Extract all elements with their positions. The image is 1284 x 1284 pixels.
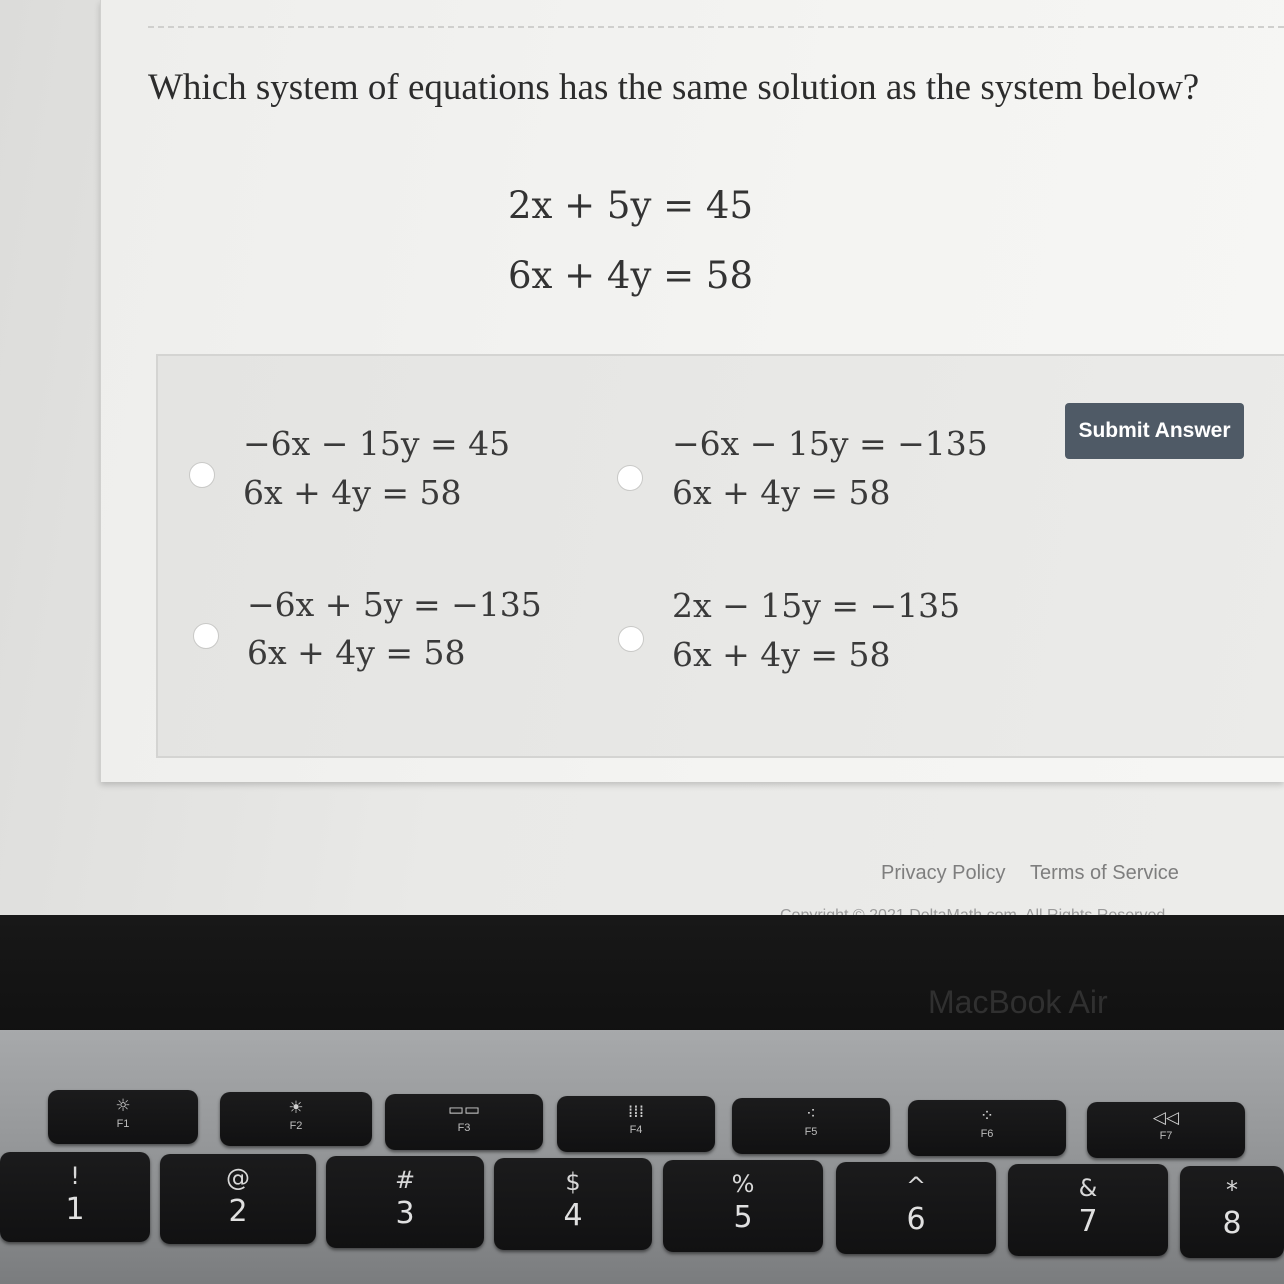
key-number: 4 <box>563 1198 583 1233</box>
key-symbol: ! <box>70 1162 80 1190</box>
key-number: 3 <box>395 1196 415 1231</box>
option-b-line-1: −6x − 15y = −135 <box>672 424 988 463</box>
key-7[interactable] <box>1008 1164 1168 1256</box>
key-symbol: $ <box>565 1168 581 1196</box>
keyboard-light-down-icon: ⁖ <box>806 1104 816 1124</box>
system-equation-1: 2x + 5y = 45 <box>508 184 753 227</box>
submit-answer-button[interactable]: Submit Answer <box>1065 403 1244 459</box>
mission-control-icon: ▭▭ <box>447 1100 481 1120</box>
key-number: 8 <box>1222 1206 1242 1241</box>
brightness-up-icon: ☀ <box>288 1098 304 1118</box>
privacy-policy-link[interactable]: Privacy Policy <box>881 862 1006 884</box>
key-symbol: # <box>394 1166 416 1194</box>
question-prompt: Which system of equations has the same solution as the system below? <box>148 67 1200 108</box>
key-f1[interactable] <box>48 1090 198 1144</box>
option-b-line-2: 6x + 4y = 58 <box>672 473 891 512</box>
key-f3[interactable] <box>385 1094 543 1150</box>
option-d-radio[interactable] <box>618 626 644 652</box>
option-c-line-1: −6x + 5y = −135 <box>247 585 542 624</box>
option-a-line-1: −6x − 15y = 45 <box>243 424 511 463</box>
option-c-line-2: 6x + 4y = 58 <box>247 633 466 672</box>
key-symbol: % <box>731 1170 755 1198</box>
key-number: 2 <box>228 1194 248 1229</box>
key-label: F6 <box>980 1128 994 1140</box>
key-8[interactable] <box>1180 1166 1284 1258</box>
rewind-icon: ◁◁ <box>1152 1108 1180 1128</box>
key-label: F7 <box>1159 1130 1173 1142</box>
key-1[interactable] <box>0 1152 150 1242</box>
key-4[interactable] <box>494 1158 652 1250</box>
option-b-radio[interactable] <box>617 465 643 491</box>
option-d-line-1: 2x − 15y = −135 <box>672 586 961 625</box>
key-number: 6 <box>906 1202 926 1237</box>
key-f2[interactable] <box>220 1092 372 1146</box>
option-a-radio[interactable] <box>189 462 215 488</box>
key-2[interactable] <box>160 1154 316 1244</box>
brightness-down-icon: ☼ <box>115 1096 131 1116</box>
option-a-line-2: 6x + 4y = 58 <box>243 473 462 512</box>
option-d-line-2: 6x + 4y = 58 <box>672 635 891 674</box>
key-symbol: * <box>1226 1176 1238 1204</box>
device-brand-label: MacBook Air <box>928 984 1108 1020</box>
key-f6[interactable] <box>908 1100 1066 1156</box>
keyboard-light-up-icon: ⁘ <box>979 1106 995 1126</box>
divider <box>148 26 1284 28</box>
system-equation-2: 6x + 4y = 58 <box>508 254 753 297</box>
key-6[interactable] <box>836 1162 996 1254</box>
terms-of-service-link[interactable]: Terms of Service <box>1030 862 1179 884</box>
key-number: 1 <box>65 1192 85 1227</box>
key-label: F4 <box>629 1124 643 1136</box>
key-symbol: @ <box>226 1164 250 1192</box>
key-f4[interactable] <box>557 1096 715 1152</box>
launchpad-icon: ⁞⁞⁞ <box>627 1102 645 1122</box>
key-5[interactable] <box>663 1160 823 1252</box>
key-symbol: & <box>1078 1174 1098 1202</box>
key-number: 5 <box>733 1200 753 1235</box>
key-3[interactable] <box>326 1156 484 1248</box>
key-number: 7 <box>1078 1204 1098 1239</box>
key-f5[interactable] <box>732 1098 890 1154</box>
option-c-radio[interactable] <box>193 623 219 649</box>
key-f7[interactable] <box>1087 1102 1245 1158</box>
key-label: F1 <box>116 1118 130 1130</box>
key-label: F5 <box>804 1126 818 1138</box>
key-label: F2 <box>289 1120 303 1132</box>
key-symbol: ^ <box>905 1172 927 1200</box>
key-label: F3 <box>457 1122 471 1134</box>
